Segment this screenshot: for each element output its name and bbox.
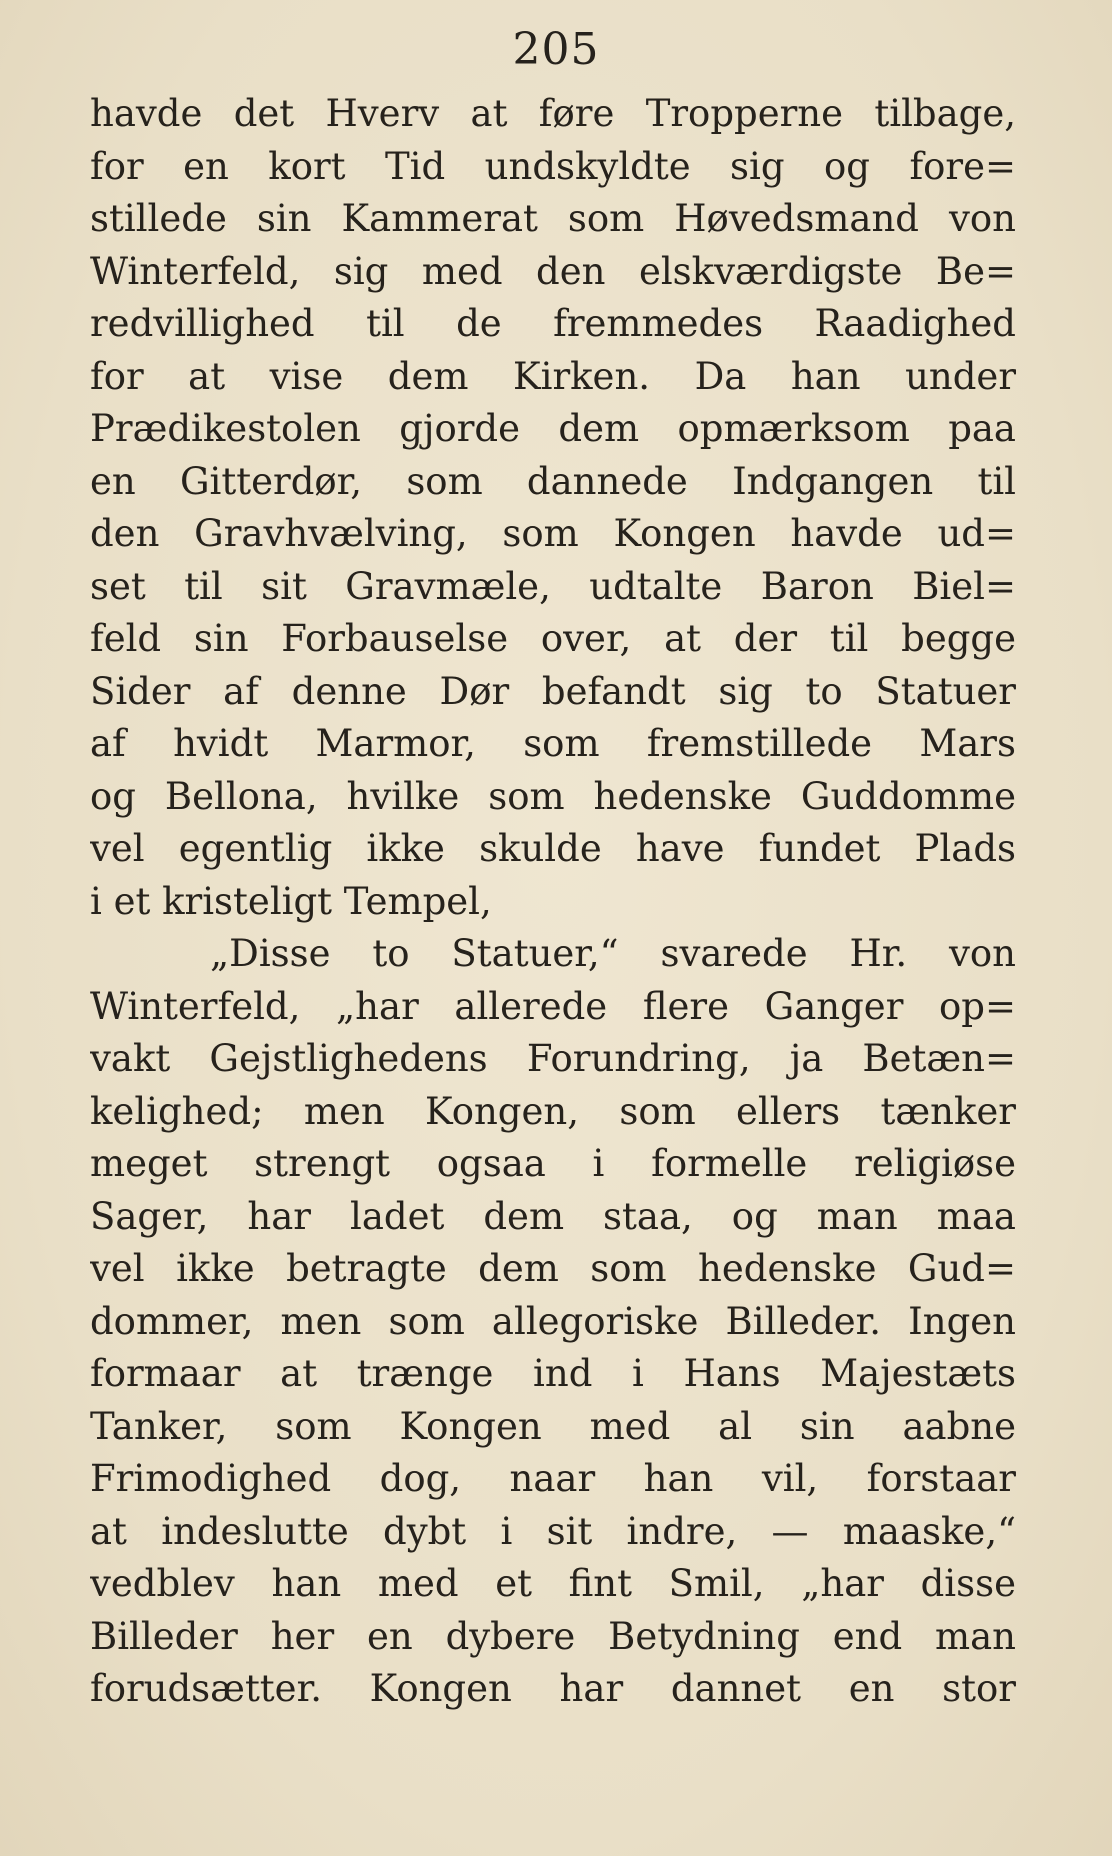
text-line: dommer, men som allegoriske Billeder. Ingen [90,1299,1016,1343]
text-line: vakt Gejstlighedens Forundring, ja Betæn= [90,1037,1016,1080]
page-number: 205 [512,24,600,75]
text-line: for en kort Tid undskyldte sig og fore= [90,144,1016,188]
text-line: at indeslutte dybt i sit indre, — maaske,“ [90,1509,1016,1553]
text-line: den Gravhvælving, som Kongen havde ud= [90,512,1016,555]
body-text [90,88,1016,1716]
text-line: Winterfeld, sig med den elskværdigste Be= [90,249,1016,293]
text-line: meget strengt ogsaa i formelle religiøse [90,1142,1016,1185]
text-line: feld sin Forbauselse over, at der til begge [90,617,1016,660]
text-line: Tanker, som Kongen med al sin aabne [90,1404,1016,1448]
text-line: „Disse to Statuer,“ svarede Hr. von [210,932,1016,975]
text-line: og Bellona, hvilke som hedenske Guddomme [90,774,1016,818]
text-line: formaar at trænge ind i Hans Majestæts [90,1352,1016,1395]
text-line: forudsætter. Kongen har dannet en stor [90,1667,1016,1710]
text-line: Sider af denne Dør befandt sig to Statuer [90,669,1016,713]
text-line: Prædikestolen gjorde dem opmærksom paa [90,407,1016,450]
text-line: Sager, har ladet dem staa, og man maa [90,1194,1016,1238]
text-line: vel egentlig ikke skulde have fundet Plads [90,827,1016,870]
text-line: af hvidt Marmor, som fremstillede Mars [90,722,1016,765]
text-line: redvillighed til de fremmedes Raadighed [90,302,1016,345]
text-line: for at vise dem Kirken. Da han under [90,354,1016,398]
text-line: i et kristeligt Tempel, [90,879,492,923]
text-line: set til sit Gravmæle, udtalte Baron Biel= [90,564,1016,608]
text-line: Billeder her en dybere Betydning end man [90,1614,1016,1658]
text-line: kelighed; men Kongen, som ellers tænker [90,1089,1016,1133]
text-line: Frimodighed dog, naar han vil, forstaar [90,1457,1016,1500]
text-line: stillede sin Kammerat som Høvedsmand von [90,197,1016,240]
text-line: vel ikke betragte dem som hedenske Gud= [90,1247,1016,1290]
text-line: vedblev han med et fint Smil, „har disse [90,1562,1016,1605]
text-line: en Gitterdør, som dannede Indgangen til [90,459,1016,503]
text-line: havde det Hverv at føre Tropperne tilbage, [90,92,1016,135]
text-line: Winterfeld, „har allerede flere Ganger op= [90,984,1016,1028]
